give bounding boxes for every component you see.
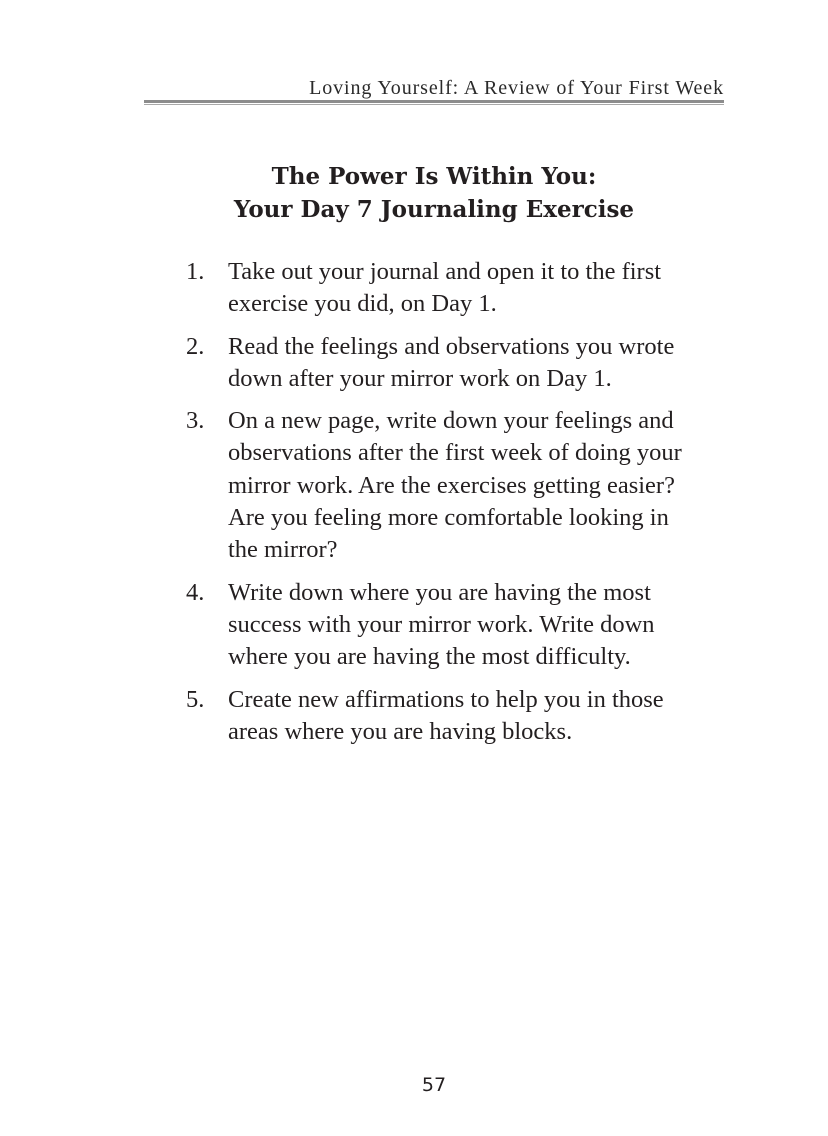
list-item	[186, 256, 706, 321]
list-item	[186, 331, 706, 396]
step-text: Write down where you are having the most success with your mirror work. Write down where you are having the most difficulty.	[228, 578, 655, 671]
section-title	[144, 160, 724, 226]
step-number: 1.	[186, 258, 205, 285]
exercise-steps-list	[186, 256, 706, 758]
page-number: 57	[421, 1074, 447, 1096]
section-title-line-1: The Power Is Within You:	[271, 163, 597, 190]
header-rule-thin	[144, 104, 724, 105]
list-item	[186, 405, 706, 566]
running-head: Loving Yourself: A Review of Your First Week	[309, 77, 724, 99]
step-text: Create new affirmations to help you in those areas where you are having blocks.	[228, 685, 664, 745]
step-text: Take out your journal and open it to the first exercise you did, on Day 1.	[228, 258, 662, 318]
list-item	[186, 577, 706, 674]
list-item	[186, 684, 706, 749]
step-number: 4.	[186, 578, 205, 606]
step-number: 3.	[186, 407, 205, 435]
section-title-line-2: Your Day 7 Journaling Exercise	[233, 196, 635, 223]
step-text: Read the feelings and observations you wrote down after your mirror work on Day 1.	[228, 332, 675, 392]
header-rule	[144, 100, 724, 106]
header-rule-thick	[144, 100, 724, 103]
step-text: On a new page, write down your feelings and observations after the first week of doing your mirror work. Are the exercises getting easier? Are you feeling more comfortable looking in the mirror?	[228, 407, 682, 564]
step-number: 5.	[186, 685, 205, 713]
step-number: 2.	[186, 332, 205, 360]
